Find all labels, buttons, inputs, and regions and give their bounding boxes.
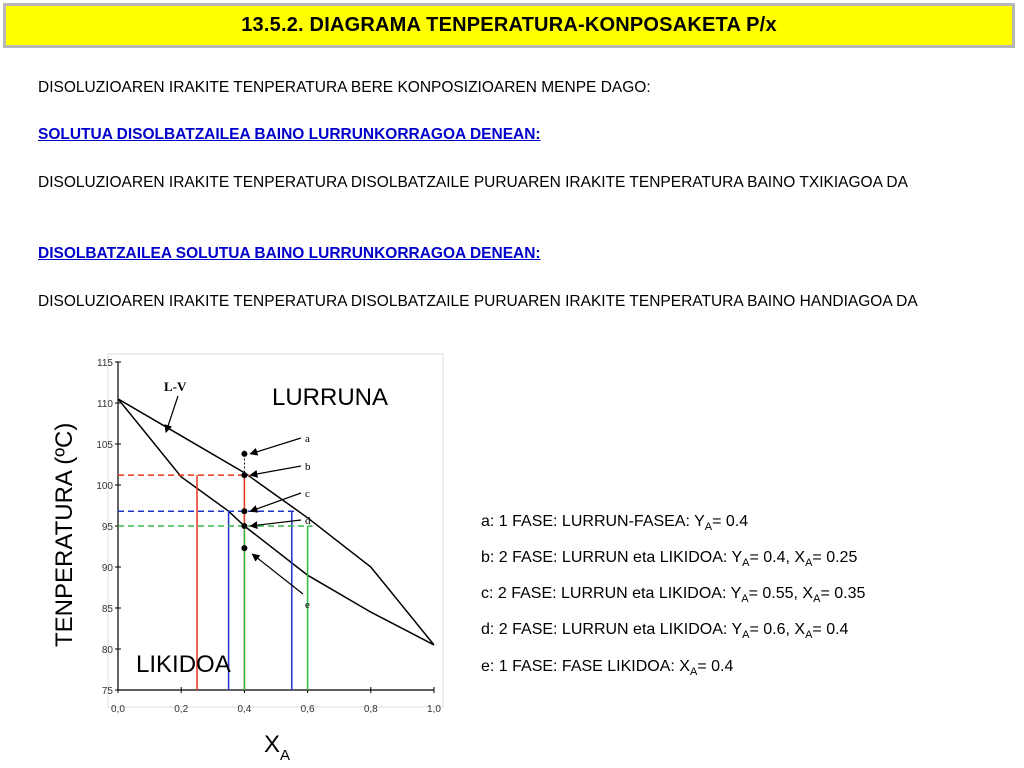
state-point-b	[241, 472, 247, 478]
x-tick-label: 0,4	[237, 704, 252, 715]
y-tick-label: 85	[101, 604, 113, 615]
point-label-b: b	[305, 461, 311, 473]
y-tick-label: 75	[101, 686, 113, 697]
region-label-liquid: LIKIDOA	[136, 651, 231, 678]
legend-item-c: c: 2 FASE: LURRUN eta LIKIDOA: $Y_A= 0.55$, $X_A= 0.35$	[481, 585, 866, 606]
x-tick-label: 0,0	[111, 704, 125, 715]
heading-solvent-more-volatile: DISOLBATZAILEA SOLUTUA BAINO LURRUNKORRAGOA DENEAN:	[38, 245, 541, 262]
x-tick-label: 0,6	[300, 704, 315, 715]
legend-item-e: e: 1 FASE: FASE LIKIDOA: $X_A= 0.4$	[481, 658, 734, 679]
point-label-c: c	[305, 488, 310, 500]
region-label-vapor: LURRUNA	[272, 384, 389, 411]
point-label-a: a	[305, 433, 310, 445]
point-label-e: e	[305, 599, 310, 611]
state-point-c	[241, 508, 247, 514]
heading-solute-more-volatile: SOLUTUA DISOLBATZAILEA BAINO LURRUNKORRAGOA DENEAN:	[38, 126, 541, 143]
legend-item-b: b: 2 FASE: LURRUN eta LIKIDOA: $Y_A= 0.4$, $X_A= 0.25$	[481, 549, 858, 570]
state-point-d	[241, 523, 247, 529]
y-tick-label: 90	[101, 563, 113, 574]
x-axis-label-sub: A	[280, 747, 291, 764]
y-tick-label: 80	[101, 645, 113, 656]
x-axis-label	[264, 731, 290, 764]
legend-item-d: d: 2 FASE: LURRUN eta LIKIDOA: $Y_A= 0.6$, $X_A= 0.4$	[481, 621, 849, 642]
x-axis-label-main: X	[264, 731, 281, 758]
region-label-two-phase: L-V	[164, 379, 187, 394]
y-tick-label: 110	[97, 399, 113, 410]
y-axis-label: TENPERATURA (ºC)	[51, 422, 78, 647]
page-title: 13.5.2. DIAGRAMA TENPERATURA-KONPOSAKETA P/x	[241, 14, 777, 36]
intro-text: DISOLUZIOAREN IRAKITE TENPERATURA BERE KONPOSIZIOAREN MENPE DAGO:	[38, 79, 651, 96]
body-text-higher-boiling: DISOLUZIOAREN IRAKITE TENPERATURA DISOLBATZAILE PURUAREN IRAKITE TENPERATURA BAINO HANDIAGOA DA	[38, 293, 918, 310]
state-point-a	[241, 451, 247, 457]
body-text-lower-boiling: DISOLUZIOAREN IRAKITE TENPERATURA DISOLBATZAILE PURUAREN IRAKITE TENPERATURA BAINO TXIKIAGOA DA	[38, 174, 908, 191]
point-label-d: d	[305, 515, 311, 527]
x-tick-label: 0,2	[174, 704, 189, 715]
x-tick-label: 1,0	[427, 704, 441, 715]
y-tick-label: 115	[97, 358, 113, 369]
y-tick-label: 100	[96, 481, 113, 492]
legend-item-a: a: 1 FASE: LURRUN-FASEA: $Y_A= 0.4$	[481, 513, 749, 534]
state-point-e	[241, 545, 247, 551]
y-tick-label: 105	[96, 440, 113, 451]
y-tick-label: 95	[101, 522, 113, 533]
x-tick-label: 0,8	[363, 704, 378, 715]
